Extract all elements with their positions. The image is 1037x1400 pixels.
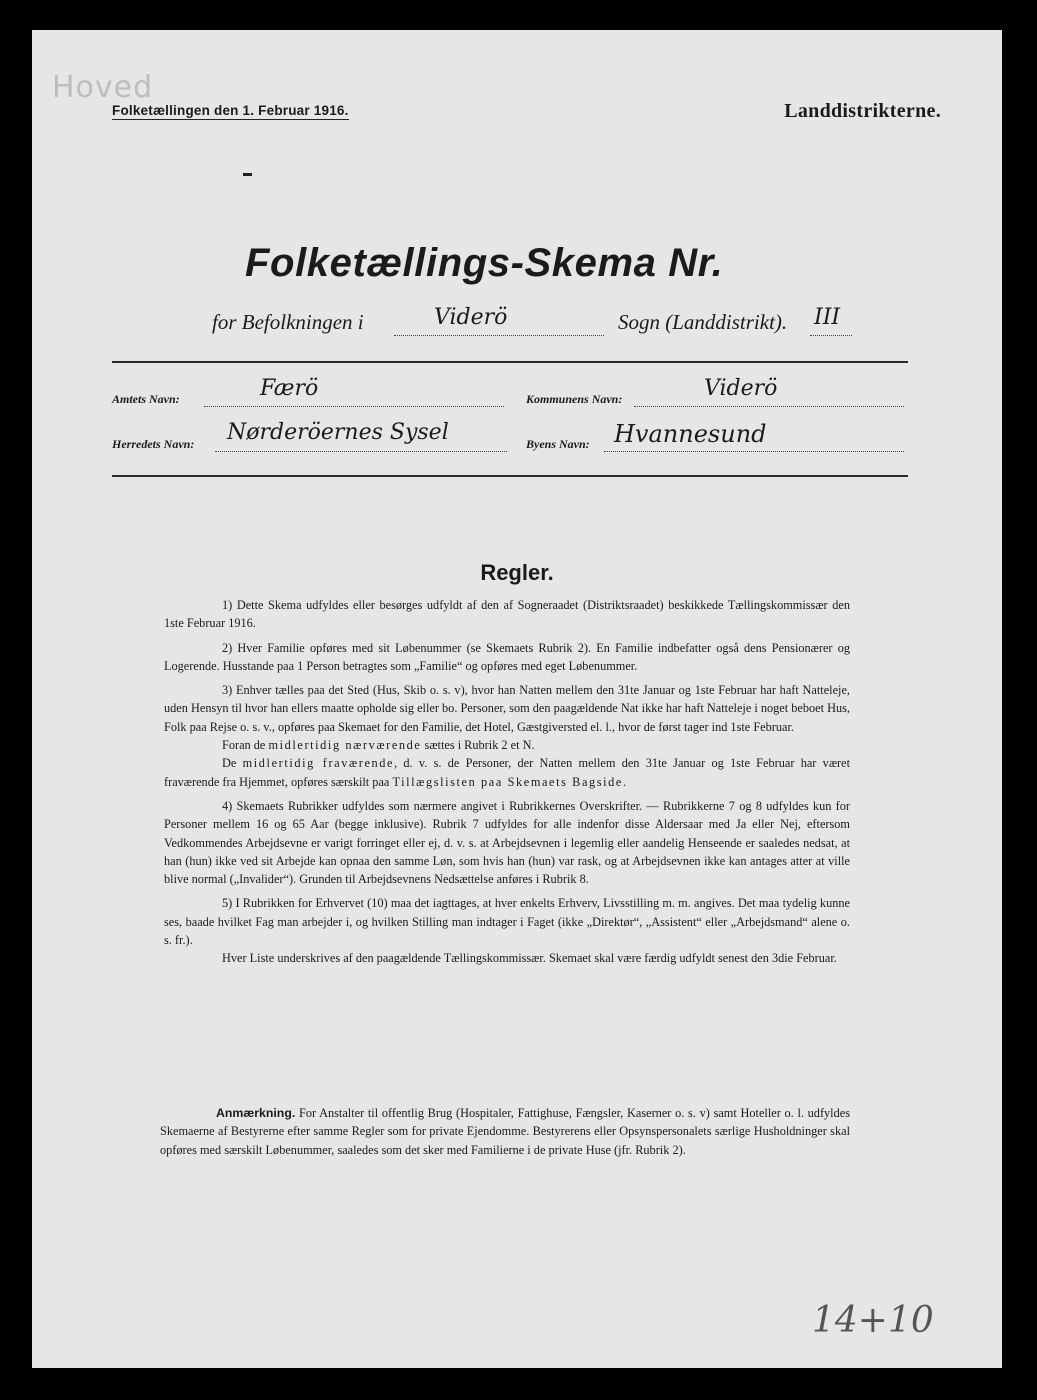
rule-3-absent: De midlertidig fraværende, d. v. s. de Personer, der Natten mellem den 31te Januar og 1ste Februar har været fraværende fra Hjemmet, opføres særskilt paa Tillægslisten paa Skemaets Bagside.	[164, 756, 850, 789]
amt-label: Amtets Navn:	[112, 392, 180, 406]
form-title: Folketællings-Skema Nr.	[245, 241, 724, 285]
rule-2: 2) Hver Familie opføres med sit Løbenummer (se Skemaets Rubrik 2). En Familie indbefatter også dens Pensionærer og Logerende. Husstande paa 1 Person betragtes som „Familie“ og opføres med eget Løbenummer.	[164, 640, 850, 673]
rule-1: 1) Dette Skema udfyldes eller besørges udfyldt af den af Sogneraadet (Distriktsraadet) beskikkede Tællingskommissær den 1ste Februar 1916.	[164, 598, 850, 631]
amt-field	[204, 376, 504, 407]
census-date-header: Folketællingen den 1. Februar 1916.	[112, 103, 349, 118]
by-label: Byens Navn:	[526, 437, 590, 451]
note-label: Anmærkning.	[216, 1106, 296, 1120]
sogn-suffix: Sogn (Landdistrikt).	[618, 310, 788, 334]
ghost-stamp: Hoved	[52, 70, 154, 105]
margin-count: 14+10	[812, 1300, 934, 1341]
rules-heading: Regler.	[480, 560, 554, 585]
rule-3: 3) Enhver tælles paa det Sted (Hus, Skib o. s. v), hvor han Natten mellem den 31te Januar og 1ste Februar har haft Natteleje, uden Hensyn til hvor han ellers maatte opholde sig eller bo. Personer, som den paagældende Nat ikke har haft Natteleje i noget beboet Hus, Folk paa Rejse o. s. v., opføres paa Skemaet for den Familie, det Hotel, Gæstgiversted el. l., hvor de først tager ind 1ste Februar.	[164, 683, 850, 734]
kommune-field	[634, 376, 904, 407]
census-form-page	[32, 30, 1002, 1368]
bottom-divider	[112, 475, 908, 477]
district-value: III	[814, 305, 841, 330]
kommune-label: Kommunens Navn:	[526, 392, 623, 406]
rule-3-present: Foran de midlertidig nærværende sættes i Rubrik 2 et N.	[222, 738, 535, 753]
note-text: For Anstalter til offentlig Brug (Hospitaler, Fattighuse, Fængsler, Kaserner o. s. v) samt Hoteller o. l. udfyldes Skemaerne af Bestyrerne efter samme Regler som for private Ejendomme. Bestyrerens eller Opsynspersonalets særlige Husholdninger skal opføres med særskilt Løbenummer, saaledes som det sker med Familierne i de private Huse (jfr. Rubrik 2).	[160, 1106, 850, 1157]
annotation-note	[160, 1104, 850, 1159]
rule-5-signature: Hver Liste underskrives af den paagældende Tællingskommissær. Skemaet skal være færdig udfyldt senest den 3die Februar.	[222, 951, 837, 966]
by-value: Hvannesund	[614, 420, 767, 448]
sogn-value: Viderö	[434, 305, 508, 330]
district-type-header: Landdistrikterne.	[784, 100, 941, 122]
herred-field	[215, 420, 507, 452]
rules-section	[164, 596, 850, 974]
amt-value: Færö	[260, 376, 319, 401]
herred-label: Herredets Navn:	[112, 437, 195, 451]
sogn-field	[394, 305, 604, 336]
herred-value: Nørderöernes Sysel	[227, 420, 449, 445]
by-field	[604, 420, 904, 452]
kommune-value: Viderö	[704, 376, 778, 401]
top-divider	[112, 361, 908, 363]
dash-mark	[243, 173, 252, 176]
rule-5: 5) I Rubrikken for Erhvervet (10) maa det iagttages, at hver enkelts Erhverv, Livsstilling m. m. angives. Det maa tydelig kunne ses, baade hvilket Fag man arbejder i, og hvilken Stilling man indtager i Faget (ikke „Direktør“, „Assistent“ eller „Arbejdsmand“ alene o. s. fr.).	[164, 896, 850, 948]
befolkning-prefix: for Befolkningen i	[212, 310, 364, 334]
district-field	[810, 305, 852, 336]
rule-4: 4) Skemaets Rubrikker udfyldes som nærmere angivet i Rubrikkernes Overskrifter. — Rubrikkerne 7 og 8 udfyldes kun for Personer mellem 16 og 65 Aar (begge inklusive). Rubrik 7 udfyldes for alle indenfor disse Aldersaar med Ja eller Nej, eftersom Vedkommendes Arbejdsevne er varigt forringet eller ej, d. v. s. at Arbejdsevnen i legemlig eller aandelig Henseende er saaledes nedsat, at han (hun) ikke ved sit Arbejde kan opnaa den samme Løn, som hvis han (hun) var rask, og at Arbejdsevnen ikke kan antages atter at ville blive normal („Invalider“). Grunden til Arbejdsevnens Nedsættelse anføres i Rubrik 8.	[164, 798, 850, 887]
